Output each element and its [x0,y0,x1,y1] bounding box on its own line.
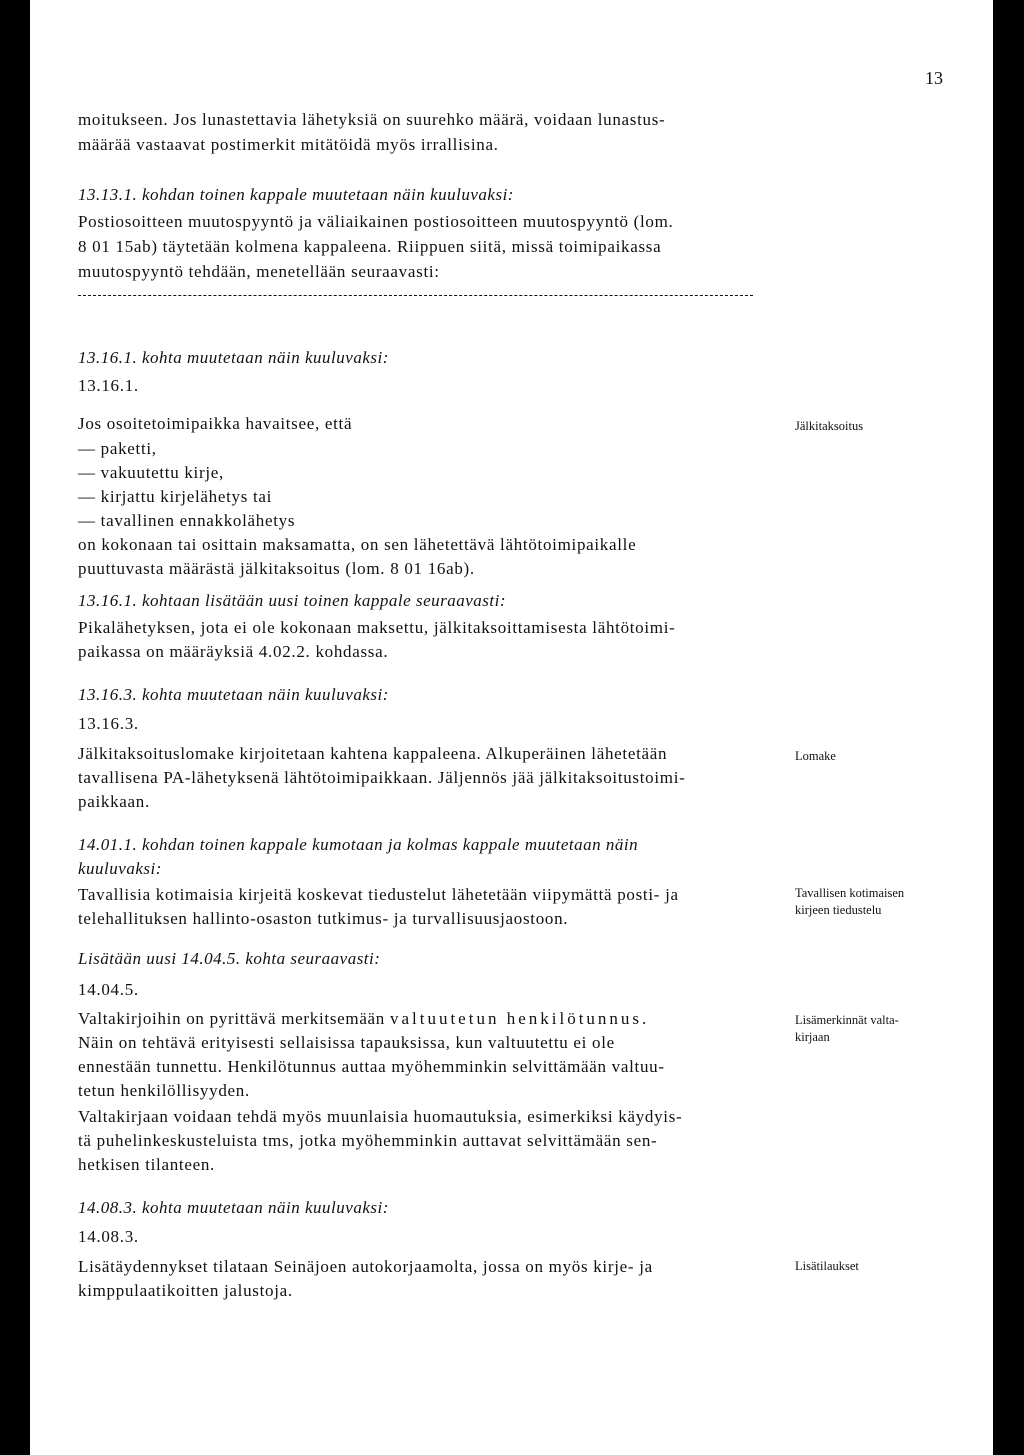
paragraph-line: Tavallisia kotimaisia kirjeitä koskevat tiedustelut lähetetään viipymättä posti- ja [78,885,679,904]
paragraph-line: Postiosoitteen muutospyyntö ja väliaikainen postiosoitteen muutospyyntö (lom. [78,212,674,231]
section-number: 13.16.1. [78,376,139,395]
paragraph-line: 8 01 15ab) täytetään kolmena kappaleena. Riippuen siitä, missä toimipaikassa [78,237,662,256]
section-number: 14.08.3. [78,1227,139,1246]
emphasized-text: valtuutetun henkilötunnus [389,1009,643,1028]
paragraph-line: ennestään tunnettu. Henkilötunnus auttaa myöhemminkin selvittämään valtuu- [78,1057,665,1076]
list-item: — vakuutettu kirje, [78,463,224,482]
paragraph-line: moitukseen. Jos lunastettavia lähetyksiä on suurehko määrä, voidaan lunastus- [78,110,666,129]
section-heading: 14.01.1. kohdan toinen kappale kumotaan ja kolmas kappale muutetaan näin [78,835,639,854]
paragraph-line: paikassa on määräyksiä 4.02.2. kohdassa. [78,642,389,661]
right-scan-border [993,0,1024,1455]
paragraph-line: puuttuvasta määrästä jälkitaksoitus (lom. 8 01 16ab). [78,559,475,578]
text-fragment: . [642,1009,647,1028]
paragraph-line: tavallisena PA-lähetyksenä lähtötoimipaikkaan. Jäljennös jää jälkitaksoitustoimi- [78,768,686,787]
paragraph-line: Valtakirjaan voidaan tehdä myös muunlaisia huomautuksia, esimerkiksi käydyis- [78,1107,683,1126]
paragraph-line: muutospyyntö tehdään, menetellään seuraavasti: [78,262,440,281]
paragraph-line: Näin on tehtävä erityisesti sellaisissa tapauksissa, kun valtuutettu ei ole [78,1033,615,1052]
paragraph-line: Jälkitaksoituslomake kirjoitetaan kahtena kappaleena. Alkuperäinen lähetetään [78,744,668,763]
list-item: — tavallinen ennakkolähetys [78,511,296,530]
margin-note: kirjaan [795,1030,830,1044]
section-heading: 13.16.3. kohta muutetaan näin kuuluvaksi: [78,685,389,704]
paragraph-line: tetun henkilöllisyyden. [78,1081,250,1100]
section-heading: 13.16.1. kohta muutetaan näin kuuluvaksi: [78,348,389,367]
section-heading: 14.08.3. kohta muutetaan näin kuuluvaksi: [78,1198,389,1217]
paragraph-line: Pikalähetyksen, jota ei ole kokonaan maksettu, jälkitaksoittamisesta lähtötoimi- [78,618,676,637]
section-number: 14.04.5. [78,980,139,999]
margin-note: Lisämerkinnät valta- [795,1013,899,1027]
paragraph-line: Lisätäydennykset tilataan Seinäjoen autokorjaamolta, jossa on myös kirje- ja [78,1257,653,1276]
page-number: 13 [925,68,943,88]
text-fragment: Valtakirjoihin on pyrittävä merkitsemään [78,1009,390,1028]
paragraph-line: määrää vastaavat postimerkit mitätöidä myös irrallisina. [78,135,499,154]
list-item: — kirjattu kirjelähetys tai [78,487,273,506]
margin-note: kirjeen tiedustelu [795,903,882,917]
section-heading: Lisätään uusi 14.04.5. kohta seuraavasti: [78,949,381,968]
paragraph-line: tä puhelinkeskusteluista tms, jotka myöhemminkin auttavat selvittämään sen- [78,1131,658,1150]
paragraph-line: paikkaan. [78,792,150,811]
section-number: 13.16.3. [78,714,139,733]
paragraph-line: hetkisen tilanteen. [78,1155,215,1174]
omission-dashed-line [78,295,753,296]
margin-note: Lisätilaukset [795,1259,859,1273]
margin-note: Tavallisen kotimaisen [795,886,905,900]
section-heading: 13.16.1. kohtaan lisätään uusi toinen kappale seuraavasti: [78,591,506,610]
left-scan-border [0,0,30,1455]
paragraph-line [78,1006,647,1031]
margin-note: Lomake [795,749,836,763]
paragraph-line: telehallituksen hallinto-osaston tutkimus- ja turvallisuusjaostoon. [78,909,569,928]
section-heading: kuuluvaksi: [78,859,162,878]
margin-note: Jälkitaksoitus [795,419,864,433]
paragraph-line: on kokonaan tai osittain maksamatta, on sen lähetettävä lähtötoimipaikalle [78,535,637,554]
section-heading: 13.13.1. kohdan toinen kappale muutetaan näin kuuluvaksi: [78,185,514,204]
list-item: — paketti, [78,439,157,458]
paragraph-line: Jos osoitetoimipaikka havaitsee, että [78,414,353,433]
paragraph-line: kimppulaatikoitten jalustoja. [78,1281,293,1300]
